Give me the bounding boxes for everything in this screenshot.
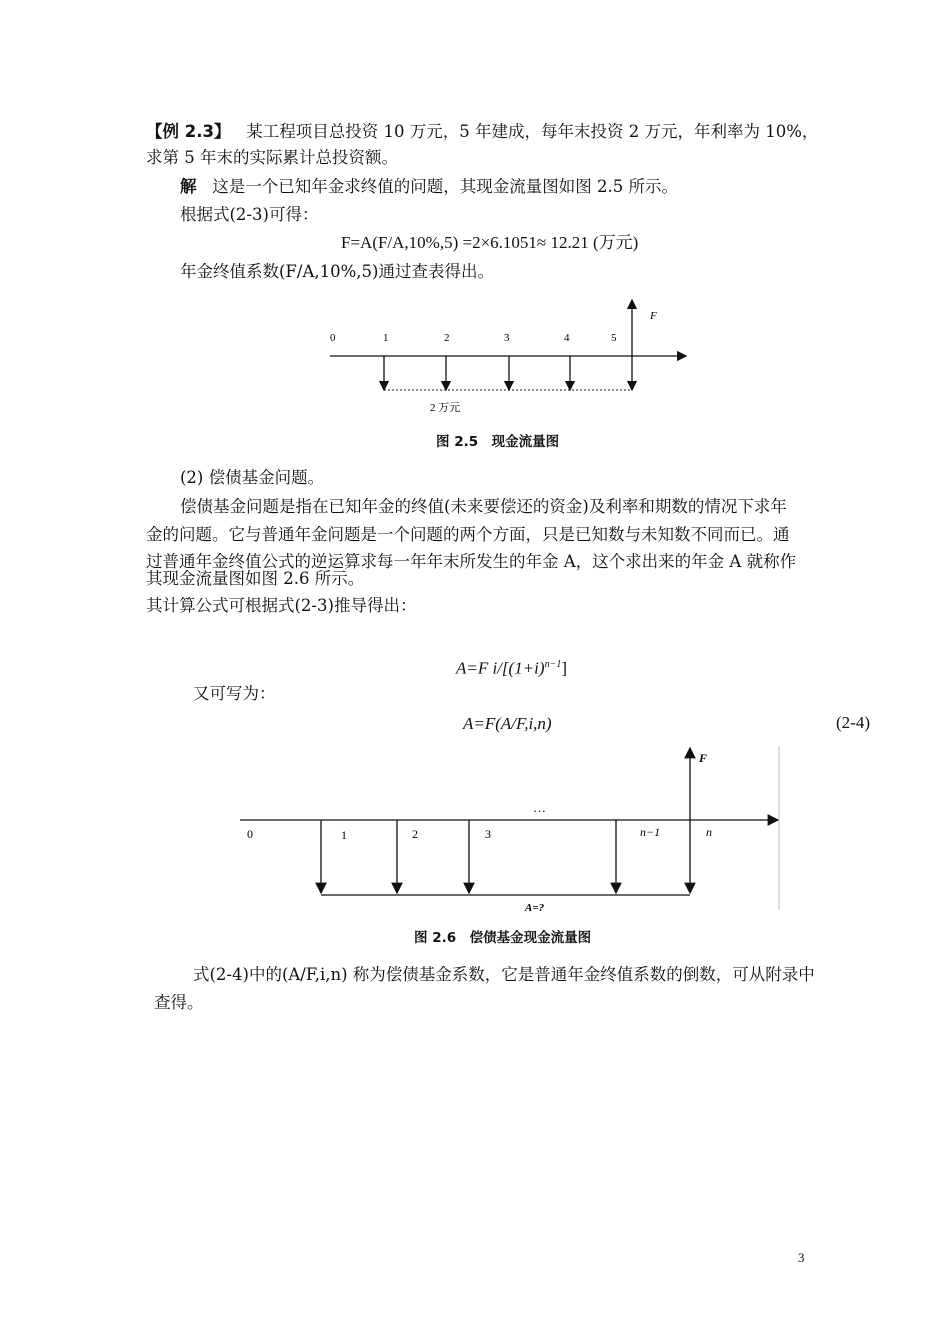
- formula-sinking-fund: [456, 654, 567, 680]
- ellipsis: …: [533, 800, 546, 815]
- tick-5: 5: [611, 332, 617, 344]
- tick-3: 3: [485, 827, 491, 841]
- also-write-line: 又可写为：: [193, 684, 276, 703]
- example-line-2: 求第 5 年末的实际累计总投资额。: [146, 148, 398, 167]
- section-para-line-1: 偿债基金问题是指在已知年金的终值(未来要偿还的资金)及利率和期数的情况下求年: [180, 497, 787, 516]
- figure-2-5-caption: 图 2.5 现金流量图: [436, 434, 560, 450]
- coefficient-line: 年金终值系数(F/A,10%,5)通过查表得出。: [180, 262, 494, 281]
- formula-fa: F=A(F/A,10%,5) =2×6.1051≈ 12.21 (万元): [341, 233, 639, 252]
- example-label: 【例 2.3】: [146, 122, 231, 141]
- closing-line-1: 式(2-4)中的(A/F,i,n) 称为偿债基金系数，它是普通年金终值系数的倒数，可从附录中: [193, 965, 815, 984]
- page-number: 3: [798, 1250, 805, 1265]
- solution-line-2: 根据式(2-3)可得：: [180, 205, 319, 224]
- future-value-label: F: [699, 751, 708, 765]
- tick-2: 2: [444, 332, 450, 344]
- formula-2-exponent: n−1: [544, 659, 562, 670]
- tick-3: 3: [504, 332, 510, 344]
- solution-line: [180, 176, 678, 198]
- tick-1: 1: [341, 828, 347, 842]
- tick-2: 2: [412, 827, 418, 841]
- tick-0: 0: [330, 332, 336, 344]
- payment-label: A=?: [525, 902, 545, 914]
- tick-n-minus-1: n−1: [640, 825, 661, 839]
- cash-flow-diagram-2-5: [320, 292, 700, 422]
- figure-2-6-caption: 图 2.6 偿债基金现金流量图: [414, 930, 592, 946]
- solution-label: 解: [180, 177, 197, 196]
- cash-flow-diagram-2-6: [240, 740, 800, 920]
- solution-text: 这是一个已知年金求终值的问题，其现金流量图如图 2.5 所示。: [212, 177, 678, 196]
- equation-number: (2-4): [836, 713, 870, 732]
- section-para-line-2: 金的问题。它与普通年金问题是一个问题的两个方面，只是已知数与未知数不同而已。通: [146, 525, 790, 544]
- section-para-line-5: 其计算公式可根据式(2-3)推导得出：: [146, 596, 417, 615]
- section-heading: (2) 偿债基金问题。: [180, 468, 325, 487]
- example-line-1: [146, 121, 818, 143]
- formula-a-f: A=F(A/F,i,n): [463, 714, 552, 733]
- tick-n: n: [706, 825, 712, 839]
- section-para-line-3: 过普通年金终值公式的逆运算求每一年年末所发生的年金 A，这个求出来的年金 A 就称作: [146, 552, 797, 571]
- future-value-label: F: [650, 310, 657, 322]
- tick-1: 1: [383, 332, 389, 344]
- closing-line-2: 查得。: [154, 993, 204, 1012]
- payment-label: 2 万元: [430, 402, 461, 414]
- formula-2-main: A=F i/[(1+i): [456, 658, 545, 678]
- tick-0: 0: [247, 827, 253, 841]
- tick-4: 4: [564, 332, 570, 344]
- section-para-line-4: 其现金流量图如图 2.6 所示。: [146, 569, 365, 588]
- formula-2-close: ]: [561, 658, 567, 678]
- example-text-1: 某工程项目总投资 10 万元，5 年建成，每年末投资 2 万元，年利率为 10%，: [246, 122, 819, 141]
